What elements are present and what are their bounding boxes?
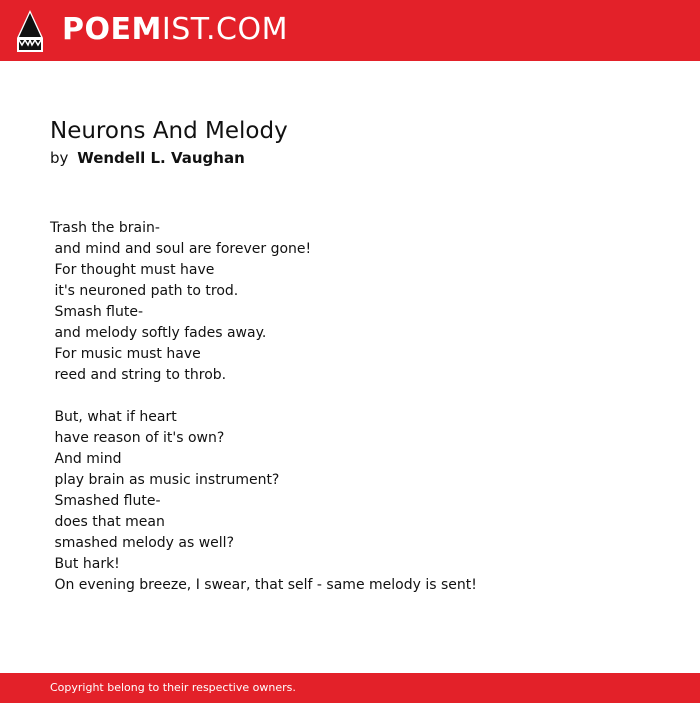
author-name: Wendell L. Vaughan: [77, 149, 245, 167]
copyright-text: Copyright belong to their respective owners.: [50, 681, 296, 694]
logo-bold-text: POEM: [62, 12, 162, 47]
poem-content: [50, 116, 670, 596]
poem-title: Neurons And Melody: [50, 118, 288, 144]
poem-text: Trash the brain- and mind and soul are forever gone! For thought must have it's neuroned path to trod. Smash flute- and melody softly fades away. For music must have reed and string to throb. But, what if heart have reason of it's own? And mind play brain as music instrument? Smashed flute- does that mean smashed melody as well? But hark! On evening breeze, I swear, that self - same melody is sent!: [50, 220, 477, 593]
site-footer: [0, 673, 700, 703]
byline: [50, 146, 670, 170]
pencil-icon[interactable]: [17, 10, 43, 52]
site-logo[interactable]: [62, 12, 288, 48]
logo-light-text: IST.COM: [161, 12, 288, 47]
by-label: by: [50, 149, 69, 167]
site-header: [0, 0, 700, 61]
